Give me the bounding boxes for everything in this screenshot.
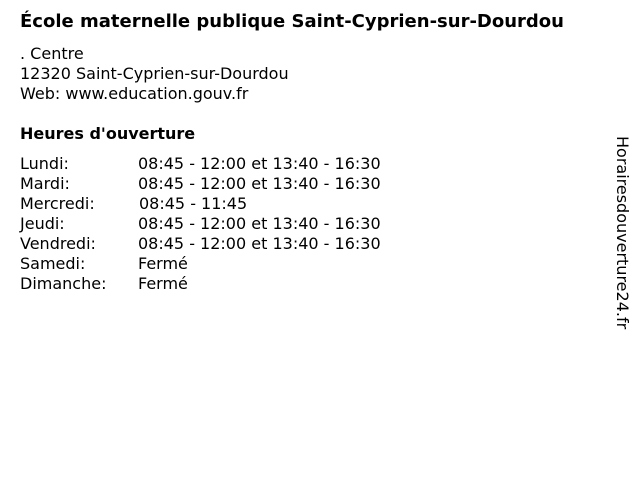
time-value: 08:45 - 12:00 et 13:40 - 16:30	[138, 154, 381, 173]
brand-watermark: Horairesdouverture24.fr	[613, 136, 632, 330]
page-title: École maternelle publique Saint-Cyprien-sur-Dourdou	[20, 11, 564, 32]
day-label: Mardi:	[20, 174, 70, 193]
time-value: 08:45 - 11:45	[139, 194, 248, 213]
day-label: Dimanche:	[20, 274, 107, 293]
address-block	[20, 44, 289, 104]
address-city: 12320 Saint-Cyprien-sur-Dourdou	[20, 64, 289, 83]
time-value: Fermé	[138, 254, 188, 273]
time-value: 08:45 - 12:00 et 13:40 - 16:30	[138, 234, 381, 253]
address-street: . Centre	[20, 44, 84, 63]
time-value: 08:45 - 12:00 et 13:40 - 16:30	[138, 214, 381, 233]
day-label: Lundi:	[20, 154, 69, 173]
time-value: 08:45 - 12:00 et 13:40 - 16:30	[138, 174, 381, 193]
day-label: Jeudi:	[20, 214, 65, 233]
address-web: Web: www.education.gouv.fr	[20, 84, 249, 103]
day-label: Vendredi:	[20, 234, 96, 253]
day-label: Mercredi:	[20, 194, 95, 213]
time-value: Fermé	[138, 274, 188, 293]
hours-heading: Heures d'ouverture	[20, 124, 196, 143]
day-label: Samedi:	[20, 254, 86, 273]
